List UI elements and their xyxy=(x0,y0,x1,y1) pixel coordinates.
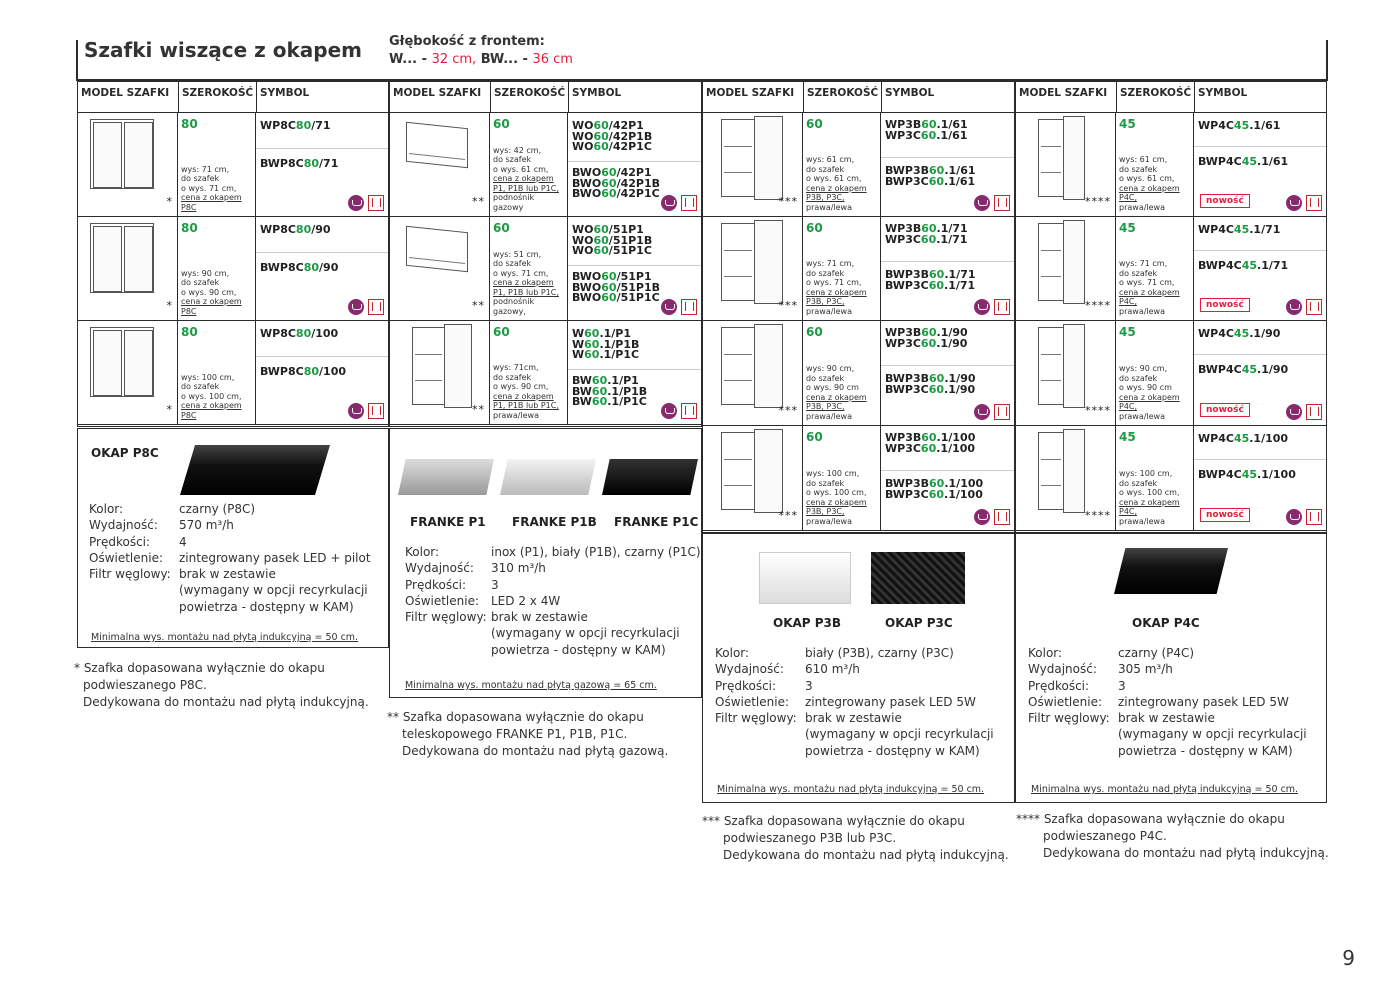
symbol-2: BWP8C80/90 xyxy=(260,261,339,274)
hood-icon xyxy=(681,299,697,315)
hood-p4c-box xyxy=(1015,533,1327,803)
symbol-2: BWP8C80/71 xyxy=(260,157,339,170)
induction-pot-icon xyxy=(1286,299,1302,315)
footnote-stars: **** xyxy=(1085,299,1111,312)
width-value: 45 xyxy=(1119,221,1136,235)
header-model: MODEL SZAFKI xyxy=(81,87,170,99)
cabinet-drawing xyxy=(721,327,779,405)
induction-pot-icon xyxy=(348,403,364,419)
symbol-2: BWP3B60.1/71 xyxy=(885,268,976,281)
min-height-note: Minimalna wys. montażu nad płytą indukcyjną = 50 cm. xyxy=(717,784,985,795)
symbol-2: BWP4C45.1/100 xyxy=(1198,468,1296,481)
induction-pot-icon xyxy=(661,299,677,315)
table-row xyxy=(390,113,701,217)
induction-pot-icon xyxy=(974,404,990,420)
symbol-2: BWP4C45.1/61 xyxy=(1198,155,1289,168)
symbol-1: WP8C80/90 xyxy=(260,223,331,236)
symbol-2: BWP8C80/100 xyxy=(260,365,347,378)
width-value: 80 xyxy=(181,117,198,131)
table-header xyxy=(390,82,701,113)
footnote: * Szafka dopasowana wyłącznie do okapu podwieszanego P8C. Dedykowana do montażu nad płytą indukcyjną. xyxy=(74,661,369,709)
footnote-stars: *** xyxy=(778,509,798,522)
symbol-1: WO60/51P1C xyxy=(572,244,652,257)
induction-pot-icon xyxy=(974,195,990,211)
symbol-2: BWO60/42P1C xyxy=(572,187,660,200)
hood-specs: Kolor: czarny (P8C) Wydajność: 570 m³/h Prędkości: 4 Oświetlenie: zintegrowany pasek LED + pilot Filtr węglowy: brak w zestawie (wymagany w opcji recyrkulacji powietrza - dostępny w KAM) xyxy=(89,502,371,614)
hood-specs: Kolor: inox (P1), biały (P1B), czarny (P1C) Wydajność: 310 m³/h Prędkości: 3 Oświetlenie: LED 2 x 4W Filtr węglowy: brak w zestawie (wymagany w opcji recyrkulacji powietrza - dostępny w KAM) xyxy=(405,545,701,657)
hood-image xyxy=(500,459,596,495)
header-width: SZEROKOŚĆ xyxy=(1116,82,1194,113)
page-title: Szafki wiszące z okapem xyxy=(84,38,362,62)
width-value: 60 xyxy=(806,117,823,131)
symbol-1: W60.1/P1B xyxy=(572,337,640,351)
hood-image xyxy=(871,552,965,604)
frame-left xyxy=(76,40,78,80)
width-value: 80 xyxy=(181,221,198,235)
symbol-2: BW60.1/P1C xyxy=(572,395,647,408)
cabinet-drawing xyxy=(1038,327,1082,405)
page-number: 9 xyxy=(1342,946,1355,970)
footnote-stars: ** xyxy=(472,403,485,416)
depth-label: Głębokość z frontem: xyxy=(389,34,545,49)
footnote-stars: ** xyxy=(472,195,485,208)
footnote-stars: **** xyxy=(1085,404,1111,417)
induction-pot-icon xyxy=(348,195,364,211)
width-value: 60 xyxy=(493,325,510,339)
col4-table xyxy=(1015,81,1327,533)
footnote: *** Szafka dopasowana wyłącznie do okapu podwieszanego P3B lub P3C. Dedykowana do montażu nad płytą indukcyjną. xyxy=(702,814,1009,862)
width-value: 60 xyxy=(493,117,510,131)
symbol-2: BWP4C45.1/90 xyxy=(1198,363,1289,376)
symbol-1: WO60/51P1B xyxy=(572,233,653,247)
symbol-2: BWP3C60.1/71 xyxy=(885,279,976,292)
symbol-1: WP4C45.1/100 xyxy=(1198,432,1289,445)
width-value: 45 xyxy=(1119,117,1136,131)
cabinet-note: wys: 90 cm, do szafek o wys. 90 cm cena z okapem P4C, prawa/lewa xyxy=(1119,364,1180,421)
footnote-stars: **** xyxy=(1085,509,1111,522)
symbol-1: WP3C60.1/100 xyxy=(885,442,976,455)
new-badge: nowość xyxy=(1200,403,1250,417)
hood-name: OKAP P4C xyxy=(1132,616,1200,630)
cabinet-note: wys: 100 cm, do szafek o wys. 100 cm, cena z okapem P4C, prawa/lewa xyxy=(1119,469,1180,526)
table-row xyxy=(390,217,701,321)
table-header xyxy=(78,82,388,113)
symbol-2: BWO60/51P1B xyxy=(572,280,661,294)
symbol-1: WP3C60.1/71 xyxy=(885,233,968,246)
table-row xyxy=(78,113,388,217)
col2-table xyxy=(389,81,702,427)
hood-p3-box xyxy=(702,533,1015,803)
induction-pot-icon xyxy=(348,299,364,315)
hood-icon xyxy=(994,299,1010,315)
hood-icon xyxy=(681,195,697,211)
table-row xyxy=(1016,321,1326,426)
cabinet-note: wys: 71 cm, do szafek o wys. 71 cm, cena z okapem P3B, P3C, prawa/lewa xyxy=(806,259,867,316)
hood-icon xyxy=(368,195,384,211)
hood-icon xyxy=(681,403,697,419)
symbol-1: WP4C45.1/61 xyxy=(1198,119,1281,132)
footnote-stars: *** xyxy=(778,195,798,208)
symbol-2: BW60.1/P1 xyxy=(572,374,639,387)
hood-image xyxy=(180,445,330,495)
symbol-1: WP3C60.1/61 xyxy=(885,129,968,142)
cabinet-drawing xyxy=(412,327,468,405)
hood-cabinet-drawing xyxy=(406,122,468,169)
symbol-1: WP8C80/71 xyxy=(260,119,331,132)
symbol-1: WP3B60.1/90 xyxy=(885,326,968,339)
header-model: MODEL SZAFKI xyxy=(1019,87,1108,99)
table-row xyxy=(78,217,388,321)
symbol-1: WP3B60.1/100 xyxy=(885,431,976,444)
hood-icon xyxy=(1306,195,1322,211)
symbol-2: BWP4C45.1/71 xyxy=(1198,259,1289,272)
table-row xyxy=(703,426,1014,531)
induction-pot-icon xyxy=(1286,195,1302,211)
hood-name: FRANKE P1B xyxy=(512,515,597,529)
symbol-2: BWP3C60.1/90 xyxy=(885,383,976,396)
cabinet-note: wys: 90 cm, do szafek o wys. 90 cm cena z okapem P3B, P3C, prawa/lewa xyxy=(806,364,867,421)
symbol-2: BWP3B60.1/90 xyxy=(885,372,976,385)
induction-pot-icon xyxy=(1286,509,1302,525)
symbol-1: WO60/42P1B xyxy=(572,129,653,143)
symbol-1: WP3C60.1/90 xyxy=(885,337,968,350)
cabinet-note: wys: 61 cm, do szafek o wys. 61 cm, cena z okapem P4C, prawa/lewa xyxy=(1119,155,1180,212)
cabinet-note: wys: 61 cm, do szafek o wys. 61 cm, cena z okapem P3B, P3C, prawa/lewa xyxy=(806,155,867,212)
min-height-note: Minimalna wys. montażu nad płytą indukcyjną = 50 cm. xyxy=(91,632,359,643)
table-header xyxy=(1016,82,1326,113)
induction-pot-icon xyxy=(974,299,990,315)
table-row xyxy=(1016,113,1326,217)
hood-icon xyxy=(1306,299,1322,315)
hood-image xyxy=(1114,548,1228,594)
min-height-note: Minimalna wys. montażu nad płytą indukcyjną = 50 cm. xyxy=(1031,784,1299,795)
cabinet-drawing xyxy=(721,119,779,197)
hood-name: OKAP P3B xyxy=(773,616,842,630)
symbol-1: WP4C45.1/71 xyxy=(1198,223,1281,236)
footnote-stars: * xyxy=(166,195,173,208)
width-value: 60 xyxy=(493,221,510,235)
width-value: 80 xyxy=(181,325,198,339)
width-value: 60 xyxy=(806,430,823,444)
symbol-1: W60.1/P1 xyxy=(572,327,632,340)
table-header xyxy=(703,82,1014,113)
hood-specs: Kolor: biały (P3B), czarny (P3C) Wydajność: 610 m³/h Prędkości: 3 Oświetlenie: zintegrowany pasek LED 5W Filtr węglowy: brak w zestawie (wymagany w opcji recyrkulacji powietrza - dostępny w KAM) xyxy=(715,646,994,758)
hood-name: OKAP P3C xyxy=(885,616,953,630)
hood-icon xyxy=(994,404,1010,420)
width-value: 45 xyxy=(1119,325,1136,339)
new-badge: nowość xyxy=(1200,298,1250,312)
cabinet-note: wys: 42 cm, do szafek o wys. 61 cm, cena z okapem P1, P1B lub P1C, podnośnik gazowy xyxy=(493,145,559,212)
hood-icon xyxy=(994,509,1010,525)
hood-image xyxy=(602,459,698,495)
induction-pot-icon xyxy=(661,403,677,419)
width-value: 60 xyxy=(806,221,823,235)
table-row xyxy=(1016,217,1326,321)
induction-pot-icon xyxy=(1286,404,1302,420)
cabinet-note: wys: 100 cm, do szafek o wys. 100 cm, cena z okapem P8C xyxy=(181,372,242,420)
footnote-stars: * xyxy=(166,299,173,312)
cabinet-drawing xyxy=(90,119,154,189)
hood-cabinet-drawing xyxy=(406,226,468,273)
frame-right xyxy=(1326,40,1328,80)
symbol-1: WO60/51P1 xyxy=(572,223,644,236)
new-badge: nowość xyxy=(1200,508,1250,522)
header-symbol: SYMBOL xyxy=(256,82,388,113)
symbol-2: BWO60/42P1B xyxy=(572,176,661,190)
symbol-1: WP3B60.1/71 xyxy=(885,222,968,235)
table-row xyxy=(390,321,701,425)
header-model: MODEL SZAFKI xyxy=(706,87,795,99)
symbol-1: WO60/42P1 xyxy=(572,119,644,132)
width-value: 60 xyxy=(806,325,823,339)
footnote-stars: *** xyxy=(778,299,798,312)
symbol-2: BWO60/51P1 xyxy=(572,270,652,283)
symbol-2: BWO60/51P1C xyxy=(572,291,660,304)
table-row xyxy=(78,321,388,425)
width-value: 45 xyxy=(1119,430,1136,444)
footnote-stars: **** xyxy=(1085,195,1111,208)
cabinet-drawing xyxy=(721,432,779,510)
table-row xyxy=(703,113,1014,217)
hood-franke-box xyxy=(389,428,702,698)
cabinet-note: wys: 100 cm, do szafek o wys. 100 cm, cena z okapem P3B, P3C, prawa/lewa xyxy=(806,469,867,526)
header-symbol: SYMBOL xyxy=(881,82,1014,113)
hood-icon xyxy=(1306,509,1322,525)
symbol-1: WO60/42P1C xyxy=(572,140,652,153)
footnote: ** Szafka dopasowana wyłącznie do okapu teleskopowego FRANKE P1, P1B, P1C. Dedykowana do montażu nad płytą gazową. xyxy=(387,710,669,758)
col1-table xyxy=(77,81,389,427)
hood-p8c-box xyxy=(77,428,389,648)
symbol-1: WP8C80/100 xyxy=(260,327,339,340)
hood-icon xyxy=(368,403,384,419)
symbol-1: WP4C45.1/90 xyxy=(1198,327,1281,340)
header-symbol: SYMBOL xyxy=(568,82,701,113)
symbol-1: W60.1/P1C xyxy=(572,348,640,361)
header-model: MODEL SZAFKI xyxy=(393,87,482,99)
table-row xyxy=(703,321,1014,426)
cabinet-note: wys: 71 cm, do szafek o wys. 71 cm, cena z okapem P8C xyxy=(181,164,242,212)
hood-image xyxy=(398,459,494,495)
cabinet-note: wys: 51 cm, do szafek o wys. 71 cm, cena z okapem P1, P1B lub P1C, podnośnik gazowy, xyxy=(493,249,559,316)
symbol-2: BWP3C60.1/61 xyxy=(885,175,976,188)
depth-values: W... - 32 cm, BW... - 36 cm xyxy=(389,52,573,67)
cabinet-note: wys: 71 cm, do szafek o wys. 71 cm, cena z okapem P4C, prawa/lewa xyxy=(1119,259,1180,316)
table-row xyxy=(1016,426,1326,531)
min-height-note: Minimalna wys. montażu nad płytą gazową = 65 cm. xyxy=(405,680,657,691)
hood-icon xyxy=(1306,404,1322,420)
hood-specs: Kolor: czarny (P4C) Wydajność: 305 m³/h Prędkości: 3 Oświetlenie: zintegrowany pasek LED 5W Filtr węglowy: brak w zestawie (wymagany w opcji recyrkulacji powietrza - dostępny w KAM) xyxy=(1028,646,1307,758)
symbol-2: BWP3B60.1/100 xyxy=(885,477,984,490)
induction-pot-icon xyxy=(974,509,990,525)
table-row xyxy=(703,217,1014,321)
header-symbol: SYMBOL xyxy=(1194,82,1326,113)
hood-image xyxy=(759,552,851,604)
hood-name: FRANKE P1 xyxy=(410,515,486,529)
cabinet-drawing xyxy=(1038,119,1082,197)
footnote-stars: * xyxy=(166,403,173,416)
symbol-2: BWP3C60.1/100 xyxy=(885,488,983,501)
hood-icon xyxy=(994,195,1010,211)
cabinet-drawing xyxy=(90,223,154,293)
footnote-stars: ** xyxy=(472,299,485,312)
hood-name: FRANKE P1C xyxy=(614,515,699,529)
symbol-1: WP3B60.1/61 xyxy=(885,118,968,131)
cabinet-drawing xyxy=(1038,432,1082,510)
cabinet-drawing xyxy=(1038,223,1082,301)
symbol-2: BWO60/42P1 xyxy=(572,166,652,179)
header-width: SZEROKOŚĆ xyxy=(803,82,881,113)
cabinet-note: wys: 71cm, do szafek o wys. 90 cm, cena z okapem P1, P1B lub P1C, prawa/lewa xyxy=(493,363,559,420)
induction-pot-icon xyxy=(661,195,677,211)
depth-info xyxy=(389,33,573,69)
footnote: **** Szafka dopasowana wyłącznie do okapu podwieszanego P4C. Dedykowana do montażu nad płytą indukcyjną. xyxy=(1016,812,1329,860)
cabinet-drawing xyxy=(90,327,154,397)
footnote-stars: *** xyxy=(778,404,798,417)
symbol-2: BWP3B60.1/61 xyxy=(885,164,976,177)
new-badge: nowość xyxy=(1200,194,1250,208)
col3-table xyxy=(702,81,1015,533)
header-width: SZEROKOŚĆ xyxy=(178,82,256,113)
hood-name: OKAP P8C xyxy=(91,446,159,460)
symbol-2: BW60.1/P1B xyxy=(572,384,648,398)
cabinet-drawing xyxy=(721,223,779,301)
hood-icon xyxy=(368,299,384,315)
cabinet-note: wys: 90 cm, do szafek o wys. 90 cm, cena z okapem P8C xyxy=(181,268,242,316)
header-width: SZEROKOŚĆ xyxy=(490,82,568,113)
